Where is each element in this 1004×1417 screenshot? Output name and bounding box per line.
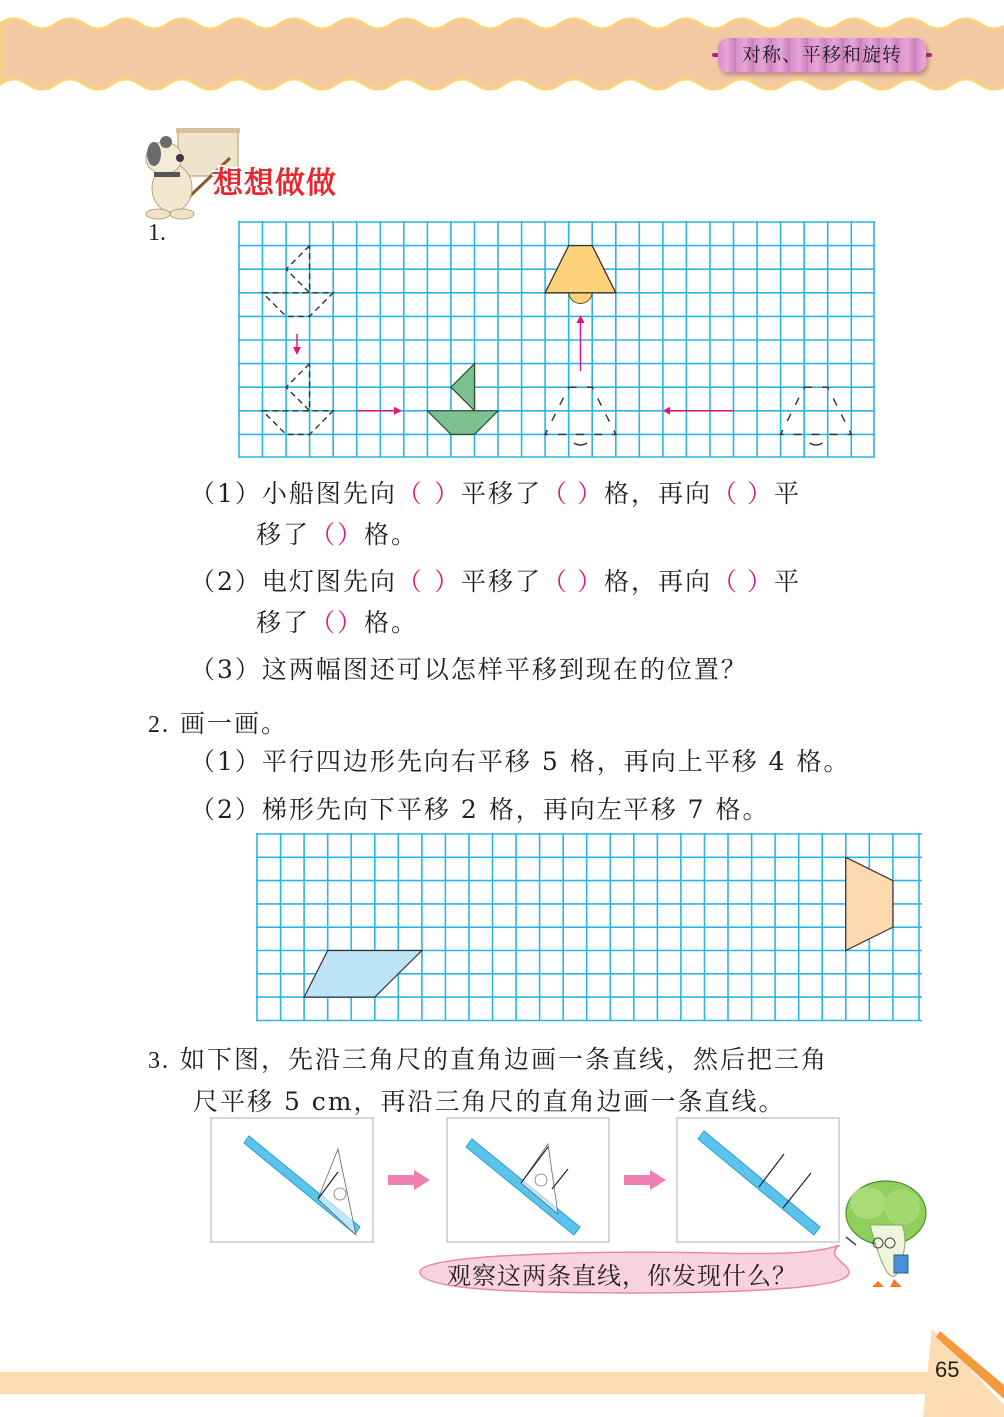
question-1-2-line1: （2）电灯图先向（ ）平移了（ ）格，再向（ ）平: [190, 567, 802, 596]
exercise-2-grid[interactable]: [256, 833, 922, 1023]
section-title: 想想做做: [213, 166, 337, 201]
arrow-right-icon: [388, 1170, 432, 1190]
exercise-2-heading: [148, 704, 288, 740]
trapezoid-shape: [846, 857, 893, 950]
exercise-1-grid: [238, 221, 875, 459]
page-number: 65: [935, 1357, 960, 1382]
ruler-panel-2: [446, 1117, 610, 1243]
answer-blank[interactable]: （: [541, 567, 569, 596]
cabbage-mascot-icon: [838, 1175, 930, 1290]
chapter-title: 对称、平移和旋转: [741, 44, 902, 66]
section-heading: [138, 128, 368, 220]
answer-blank[interactable]: （: [396, 567, 424, 596]
ruler-panel-3: [676, 1117, 840, 1243]
exercise-2-title: 画一画。: [179, 709, 288, 738]
exercise-2-number: 2.: [148, 712, 170, 738]
answer-blank[interactable]: （: [712, 479, 740, 508]
footer-band: [0, 1372, 940, 1394]
exercise-3-number: 3.: [148, 1048, 170, 1074]
page-corner-tab: [915, 1325, 1004, 1417]
question-1-1-line1: （1）小船图先向（ ）平移了（ ）格，再向（ ）平: [190, 479, 802, 508]
answer-blank[interactable]: （: [310, 520, 338, 549]
arrow-down-icon: [293, 334, 301, 355]
boat-green-figure: [427, 364, 498, 435]
arrow-left-icon: [663, 407, 734, 415]
answer-blank[interactable]: （: [396, 479, 424, 508]
ruler-panel-1: [210, 1117, 374, 1243]
grid-lines: [238, 221, 875, 457]
answer-blank[interactable]: （: [310, 608, 338, 637]
exercise-3-line1: 3. 如下图，先沿三角尺的直角边画一条直线，然后把三角: [148, 1045, 828, 1074]
question-1-2-line2: 移了（）格。: [256, 608, 419, 637]
boat-dashed-original: [263, 246, 334, 317]
exercise-2-item-2: （2）梯形先向下平移 2 格，再向左平移 7 格。: [190, 795, 770, 824]
lamp-dashed-middle: [545, 387, 616, 445]
lamp-yellow-figure: [545, 246, 616, 304]
question-1-1-line2: 移了（）格。: [256, 520, 419, 549]
arrow-up-icon: [577, 315, 585, 371]
arrow-right-icon: [357, 407, 402, 415]
chapter-tag: [718, 38, 926, 72]
exercise-1-number: 1.: [148, 220, 166, 246]
lamp-dashed-original: [781, 387, 852, 445]
answer-blank[interactable]: （: [541, 479, 569, 508]
speech-bubble-text: 观察这两条直线，你发现什么？: [447, 1262, 797, 1290]
exercise-3-line2: 尺平移 5 cm，再沿三角尺的直角边画一条直线。: [193, 1087, 786, 1116]
arrow-right-icon: [624, 1170, 668, 1190]
exercise-2-item-1: （1）平行四边形先向右平移 5 格，再向上平移 4 格。: [190, 747, 851, 776]
question-1-3: （3）这两幅图还可以怎样平移到现在的位置？: [190, 655, 748, 684]
boat-dashed-middle: [263, 364, 334, 435]
answer-blank[interactable]: （: [712, 567, 740, 596]
